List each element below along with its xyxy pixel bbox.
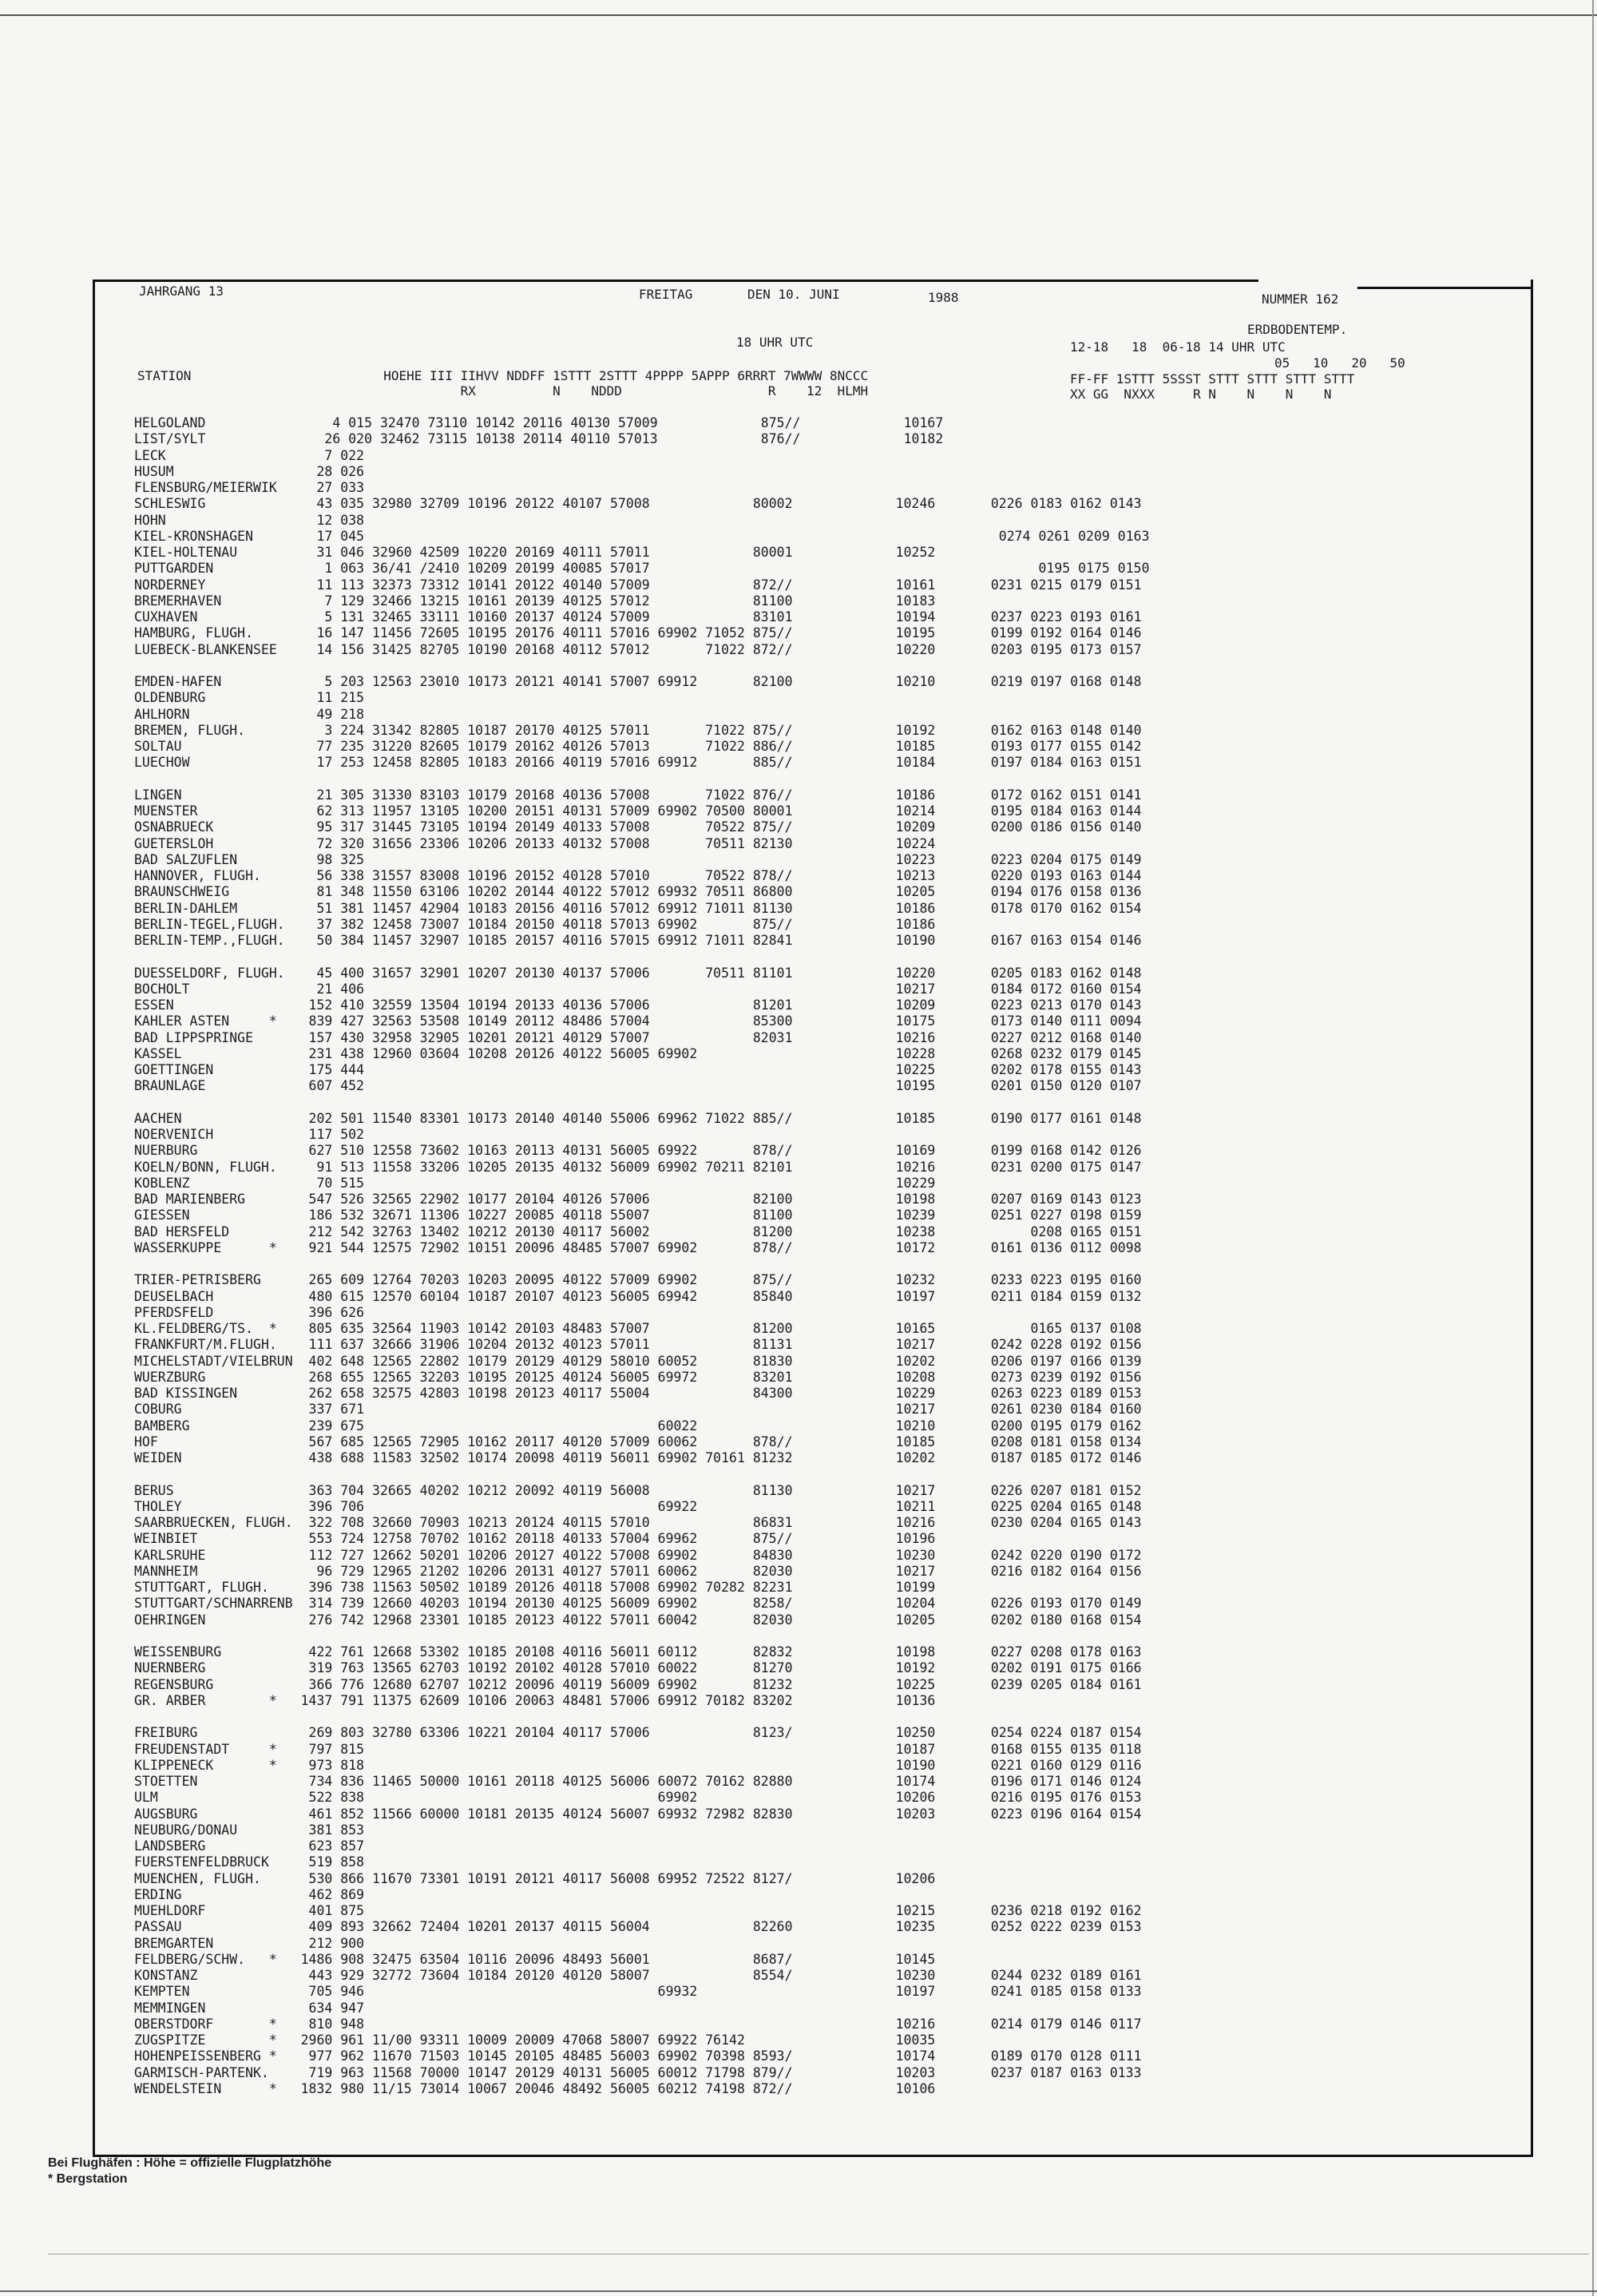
station-row: STUTTGART, FLUGH. 396 738 11563 50502 10189 20126 40118 57008 69902 70282 82231 10199 xyxy=(134,1580,936,1595)
station-row: LECK 7 022 xyxy=(134,447,365,463)
station-row: WEIDEN 438 688 11583 32502 10174 20098 40119 56011 69902 70161 81232 10202 0187 0185 0172 0146 xyxy=(134,1450,1142,1465)
station-table xyxy=(134,415,1150,2097)
station-row: NUERBURG 627 510 12558 73602 10163 20113 40131 56005 69922 878// 10169 0199 0168 0142 0126 xyxy=(134,1143,1142,1159)
station-row: OEHRINGEN 276 742 12968 23301 10185 20123 40122 57011 60042 82030 10205 0202 0180 0168 0154 xyxy=(134,1612,1142,1628)
station-row: PASSAU 409 893 32662 72404 10201 20137 40115 56004 82260 10235 0252 0222 0239 0153 xyxy=(134,1919,1142,1935)
station-row: NEUBURG/DONAU 381 853 xyxy=(134,1822,365,1838)
station-row: ERDING 462 869 xyxy=(134,1886,365,1902)
station-row: EMDEN-HAFEN 5 203 12563 23010 10173 20121 40141 57007 69912 82100 10210 0219 0197 0168 0148 xyxy=(134,674,1142,689)
jahrgang-label: JAHRGANG 13 xyxy=(139,284,224,299)
station-row: NUERNBERG 319 763 13565 62703 10192 20102 40128 57010 60022 81270 10192 0202 0191 0175 0166 xyxy=(134,1660,1142,1676)
station-row: HAMBURG, FLUGH. 16 147 11456 72605 10195 20176 40111 57016 69902 71052 875// 10195 0199 0192 0164 0146 xyxy=(134,625,1142,641)
group-spacer xyxy=(134,1095,1150,1111)
station-row: GOETTINGEN 175 444 10225 0202 0178 0155 0143 xyxy=(134,1062,1142,1077)
station-row: WENDELSTEIN * 1832 980 11/15 73014 10067 20046 48492 56005 60212 74198 872// 10106 xyxy=(134,2080,936,2096)
station-row: OSNABRUECK 95 317 31445 73105 10194 20149 40133 57008 70522 875// 10209 0200 0186 0156 0140 xyxy=(134,819,1142,835)
column-header-row-1-right: FF-FF 1STTT 5SSST STTT STTT STTT STTT xyxy=(1070,371,1355,387)
station-row: KAHLER ASTEN * 839 427 32563 53508 10149 20112 48486 57004 85300 10175 0173 0140 0111 0094 xyxy=(134,1013,1142,1029)
station-row: LUEBECK-BLANKENSEE 14 156 31425 82705 10190 20168 40112 57012 71022 872// 10220 0203 0195 0173 0157 xyxy=(134,641,1142,657)
station-row: BERLIN-TEMP.,FLUGH. 50 384 11457 32907 10185 20157 40116 57015 69912 71011 82841 10190 0167 0163 0154 0146 xyxy=(134,933,1142,948)
station-row: KLIPPENECK * 973 818 10190 0221 0160 0129 0116 xyxy=(134,1757,1142,1773)
utc18-heading: 18 UHR UTC xyxy=(736,335,814,350)
station-row: SOLTAU 77 235 31220 82605 10179 20162 40126 57013 71022 886// 10185 0193 0177 0155 0142 xyxy=(134,739,1142,754)
station-row: GIESSEN 186 532 32671 11306 10227 20085 40118 55007 81100 10239 0251 0227 0198 0159 xyxy=(134,1207,1142,1223)
station-row: THOLEY 396 706 69922 10211 0225 0204 0165 0148 xyxy=(134,1498,1142,1514)
station-row: LINGEN 21 305 31330 83103 10179 20168 40136 57008 71022 876// 10186 0172 0162 0151 0141 xyxy=(134,787,1142,803)
station-row: ESSEN 152 410 32559 13504 10194 20133 40136 57006 81201 10209 0223 0213 0170 0143 xyxy=(134,997,1142,1013)
station-row: CUXHAVEN 5 131 32465 33111 10160 20137 40124 57009 83101 10194 0237 0223 0193 0161 xyxy=(134,609,1142,625)
table-frame-top-rule-right xyxy=(1357,287,1531,289)
group-spacer xyxy=(134,771,1150,787)
station-row: NORDERNEY 11 113 32373 73312 10141 20122 40140 57009 872// 10161 0231 0215 0179 0151 xyxy=(134,577,1142,593)
group-spacer xyxy=(134,1709,1150,1725)
station-row: BAD HERSFELD 212 542 32763 13402 10212 20130 40117 56002 81200 10238 0208 0165 0151 xyxy=(134,1223,1142,1239)
station-row: MEMMINGEN 634 947 xyxy=(134,2000,365,2016)
station-row: GUETERSLOH 72 320 31656 23306 10206 20133 40132 57008 70511 82130 10224 xyxy=(134,835,936,851)
station-row: BREMERHAVEN 7 129 32466 13215 10161 20139 40125 57012 81100 10183 xyxy=(134,593,936,609)
soil-temp-heading: ERDBODENTEMP. xyxy=(1247,322,1348,337)
station-row: BAD MARIENBERG 547 526 32565 22902 10177 20104 40126 57006 82100 10198 0207 0169 0143 0123 xyxy=(134,1192,1142,1207)
station-row: SAARBRUECKEN, FLUGH. 322 708 32660 70903 10213 20124 40115 57010 86831 10216 0230 0204 0165 0143 xyxy=(134,1515,1142,1530)
period-heading: 12-18 18 06-18 14 UHR UTC xyxy=(1070,339,1286,355)
scan-edge-top xyxy=(0,14,1597,16)
station-row: WASSERKUPPE * 921 544 12575 72902 10151 20096 48485 57007 69902 878// 10172 0161 0136 0112 0098 xyxy=(134,1239,1142,1255)
station-row: BERUS 363 704 32665 40202 10212 20092 40119 56008 81130 10217 0226 0207 0181 0152 xyxy=(134,1482,1142,1498)
scan-edge-bottom-2 xyxy=(0,2290,1597,2292)
station-row: HELGOLAND 4 015 32470 73110 10142 20116 40130 57009 875// 10167 xyxy=(134,415,944,430)
station-row: BOCHOLT 21 406 10217 0184 0172 0160 0154 xyxy=(134,981,1142,997)
station-row: BAD SALZUFLEN 98 325 10223 0223 0204 0175 0149 xyxy=(134,851,1142,867)
station-row: FLENSBURG/MEIERWIK 27 033 xyxy=(134,480,365,495)
station-row: MUENSTER 62 313 11957 13105 10200 20151 40131 57009 69902 70500 80001 10214 0195 0184 0163 0144 xyxy=(134,803,1142,819)
station-row: BREMGARTEN 212 900 xyxy=(134,1935,365,1951)
group-spacer xyxy=(134,658,1150,674)
station-row: ZUGSPITZE * 2960 961 11/00 93311 10009 20009 47068 58007 69922 76142 10035 xyxy=(134,2032,936,2048)
station-row: OLDENBURG 11 215 xyxy=(134,690,365,706)
station-row: KARLSRUHE 112 727 12662 50201 10206 20127 40122 57008 69902 84830 10230 0242 0220 0190 0172 xyxy=(134,1547,1142,1563)
station-row: KASSEL 231 438 12960 03604 10208 20126 40122 56005 69902 10228 0268 0232 0179 0145 xyxy=(134,1045,1142,1061)
station-row: HANNOVER, FLUGH. 56 338 31557 83008 10196 20152 40128 57010 70522 878// 10213 0220 0193 0163 0144 xyxy=(134,868,1142,883)
station-row: BERLIN-DAHLEM 51 381 11457 42904 10183 20156 40116 57012 69912 71011 81130 10186 0178 0170 0162 0154 xyxy=(134,900,1142,916)
station-row: DEUSELBACH 480 615 12570 60104 10187 20107 40123 56005 69942 85840 10197 0211 0184 0159 0132 xyxy=(134,1288,1142,1304)
station-row: WUERZBURG 268 655 12565 32203 10195 20125 40124 56005 69972 83201 10208 0273 0239 0192 0156 xyxy=(134,1369,1142,1385)
station-row: BAMBERG 239 675 60022 10210 0200 0195 0179 0162 xyxy=(134,1418,1142,1434)
station-row: MANNHEIM 96 729 12965 21202 10206 20131 40127 57011 60062 82030 10217 0216 0182 0164 0156 xyxy=(134,1563,1142,1579)
station-row: KOELN/BONN, FLUGH. 91 513 11558 33206 10205 20135 40132 56009 69902 70211 82101 10216 0231 0200 0175 0147 xyxy=(134,1159,1142,1175)
station-row: AUGSBURG 461 852 11566 60000 10181 20135 40124 56007 69932 72982 82830 10203 0223 0196 0164 0154 xyxy=(134,1806,1142,1822)
station-row: FELDBERG/SCHW. * 1486 908 32475 63504 10116 20096 48493 56001 8687/ 10145 xyxy=(134,1951,936,1967)
column-header-row-2-right: XX GG NXXX R N N N N xyxy=(1070,387,1332,402)
station-row: BRAUNSCHWEIG 81 348 11550 63106 10202 20144 40122 57012 69932 70511 86800 10205 0194 0176 0158 0136 xyxy=(134,884,1142,900)
station-row: KOBLENZ 70 515 10229 xyxy=(134,1175,936,1191)
column-header-row-1: STATION HOEHE III IIHVV NDDFF 1STTT 2STTT 4PPPP 5APPP 6RRRT 7WWWW 8NCCC xyxy=(137,368,869,383)
station-row: BAD LIPPSPRINGE 157 430 32958 32905 10201 20121 40129 57007 82031 10216 0227 0212 0168 0140 xyxy=(134,1029,1142,1045)
group-spacer xyxy=(134,1256,1150,1272)
group-spacer xyxy=(134,1466,1150,1482)
station-row: HOHENPEISSENBERG * 977 962 11670 71503 10145 20105 48485 56003 69902 70398 8593/ 10174 0189 0170 0128 0111 xyxy=(134,2048,1142,2064)
station-row: HUSUM 28 026 xyxy=(134,463,365,479)
station-row: BREMEN, FLUGH. 3 224 31342 82805 10187 20170 40125 57011 71022 875// 10192 0162 0163 0148 0140 xyxy=(134,722,1142,738)
station-row: COBURG 337 671 10217 0261 0230 0184 0160 xyxy=(134,1402,1142,1418)
date-label: DEN 10. JUNI xyxy=(747,287,840,302)
station-row: PUTTGARDEN 1 063 36/41 /2410 10209 20199 40085 57017 0195 0175 0150 xyxy=(134,561,1150,577)
station-row: KIEL-KRONSHAGEN 17 045 0274 0261 0209 0163 xyxy=(134,528,1150,544)
station-row: WEISSENBURG 422 761 12668 53302 10185 20108 40116 56011 60112 82832 10198 0227 0208 0178 0163 xyxy=(134,1644,1142,1660)
station-row: GR. ARBER * 1437 791 11375 62609 10106 20063 48481 57006 69912 70182 83202 10136 xyxy=(134,1692,936,1708)
station-row: AACHEN 202 501 11540 83301 10173 20140 40140 55006 69962 71022 885// 10185 0190 0177 0161 0148 xyxy=(134,1110,1142,1126)
station-row: HOF 567 685 12565 72905 10162 20117 40120 57009 60062 878// 10185 0208 0181 0158 0134 xyxy=(134,1434,1142,1449)
station-row: WEINBIET 553 724 12758 70702 10162 20118 40133 57004 69962 875// 10196 xyxy=(134,1531,936,1547)
station-row: LIST/SYLT 26 020 32462 73115 10138 20114 40110 57013 876// 10182 xyxy=(134,431,944,447)
station-row: KL.FELDBERG/TS. * 805 635 32564 11903 10142 20103 48483 57007 81200 10165 0165 0137 0108 xyxy=(134,1321,1142,1336)
station-row: NOERVENICH 117 502 xyxy=(134,1127,365,1142)
station-row: FUERSTENFELDBRUCK 519 858 xyxy=(134,1854,365,1870)
station-row: KIEL-HOLTENAU 31 046 32960 42509 10220 20169 40111 57011 80001 10252 xyxy=(134,545,936,560)
year-label: 1988 xyxy=(928,290,959,305)
station-row: OBERSTDORF * 810 948 10216 0214 0179 0146 0117 xyxy=(134,2016,1142,2032)
station-row: STOETTEN 734 836 11465 50000 10161 20118 40125 56006 60072 70162 82880 10174 0196 0171 0146 0124 xyxy=(134,1774,1142,1789)
soil-depth-heading: 05 10 20 50 xyxy=(1274,355,1405,371)
station-row: HOHN 12 038 xyxy=(134,512,365,528)
column-header-row-2: RX N NDDD R 12 HLMH xyxy=(137,383,869,399)
station-row: GARMISCH-PARTENK. 719 963 11568 70000 10147 20129 40131 56005 60012 71798 879// 10203 0237 0187 0163 0133 xyxy=(134,2064,1142,2080)
issue-number: NUMMER 162 xyxy=(1262,291,1339,307)
station-row: TRIER-PETRISBERG 265 609 12764 70203 10203 20095 40122 57009 69902 875// 10232 0233 0223 0195 0160 xyxy=(134,1272,1142,1288)
station-row: BRAUNLAGE 607 452 10195 0201 0150 0120 0107 xyxy=(134,1078,1142,1094)
footnote-mountain-station: * Bergstation xyxy=(48,2172,128,2186)
station-row: BAD KISSINGEN 262 658 32575 42803 10198 20123 40117 55004 84300 10229 0263 0223 0189 0153 xyxy=(134,1386,1142,1401)
station-row: KEMPTEN 705 946 69932 10197 0241 0185 0158 0133 xyxy=(134,1984,1142,2000)
station-row: BERLIN-TEGEL,FLUGH. 37 382 12458 73007 10184 20150 40118 57013 69902 875// 10186 xyxy=(134,916,936,932)
footnote-airport-height: Bei Flughäfen : Höhe = offizielle Flugplatzhöhe xyxy=(48,2156,332,2170)
station-row: MUEHLDORF 401 875 10215 0236 0218 0192 0162 xyxy=(134,1903,1142,1918)
station-row: FRANKFURT/M.FLUGH. 111 637 32666 31906 10204 20132 40123 57011 81131 10217 0242 0228 0192 0156 xyxy=(134,1337,1142,1353)
station-row: KONSTANZ 443 929 32772 73604 10184 20120 40120 58007 8554/ 10230 0244 0232 0189 0161 xyxy=(134,1968,1142,1983)
scan-edge-right xyxy=(1592,0,1594,2296)
group-spacer xyxy=(134,949,1150,965)
station-row: LUECHOW 17 253 12458 82805 10183 20166 40119 57016 69912 885// 10184 0197 0184 0163 0151 xyxy=(134,755,1142,771)
table-frame-top-rule xyxy=(93,280,1258,282)
station-row: DUESSELDORF, FLUGH. 45 400 31657 32901 10207 20130 40137 57006 70511 81101 10220 0205 0183 0162 0148 xyxy=(134,965,1142,981)
station-row: MICHELSTADT/VIELBRUN 402 648 12565 22802 10179 20129 40129 58010 60052 81830 10202 0206 0197 0166 0139 xyxy=(134,1353,1142,1369)
station-row: FREIBURG 269 803 32780 63306 10221 20104 40117 57006 8123/ 10250 0254 0224 0187 0154 xyxy=(134,1725,1142,1741)
station-row: REGENSBURG 366 776 12680 62707 10212 20096 40119 56009 69902 81232 10225 0239 0205 0184 0161 xyxy=(134,1676,1142,1692)
station-row: AHLHORN 49 218 xyxy=(134,706,365,722)
station-row: FREUDENSTADT * 797 815 10187 0168 0155 0135 0118 xyxy=(134,1741,1142,1757)
station-row: SCHLESWIG 43 035 32980 32709 10196 20122 40107 57008 80002 10246 0226 0183 0162 0143 xyxy=(134,496,1142,512)
weekday-label: FREITAG xyxy=(639,287,693,302)
group-spacer xyxy=(134,1628,1150,1644)
station-row: PFERDSFELD 396 626 xyxy=(134,1304,365,1320)
station-row: ULM 522 838 69902 10206 0216 0195 0176 0153 xyxy=(134,1790,1142,1806)
station-row: LANDSBERG 623 857 xyxy=(134,1838,365,1854)
station-row: MUENCHEN, FLUGH. 530 866 11670 73301 10191 20121 40117 56008 69952 72522 8127/ 10206 xyxy=(134,1870,936,1886)
station-row: STUTTGART/SCHNARRENB 314 739 12660 40203 10194 20130 40125 56009 69902 8258/ 10204 0226 0193 0170 0149 xyxy=(134,1596,1142,1612)
